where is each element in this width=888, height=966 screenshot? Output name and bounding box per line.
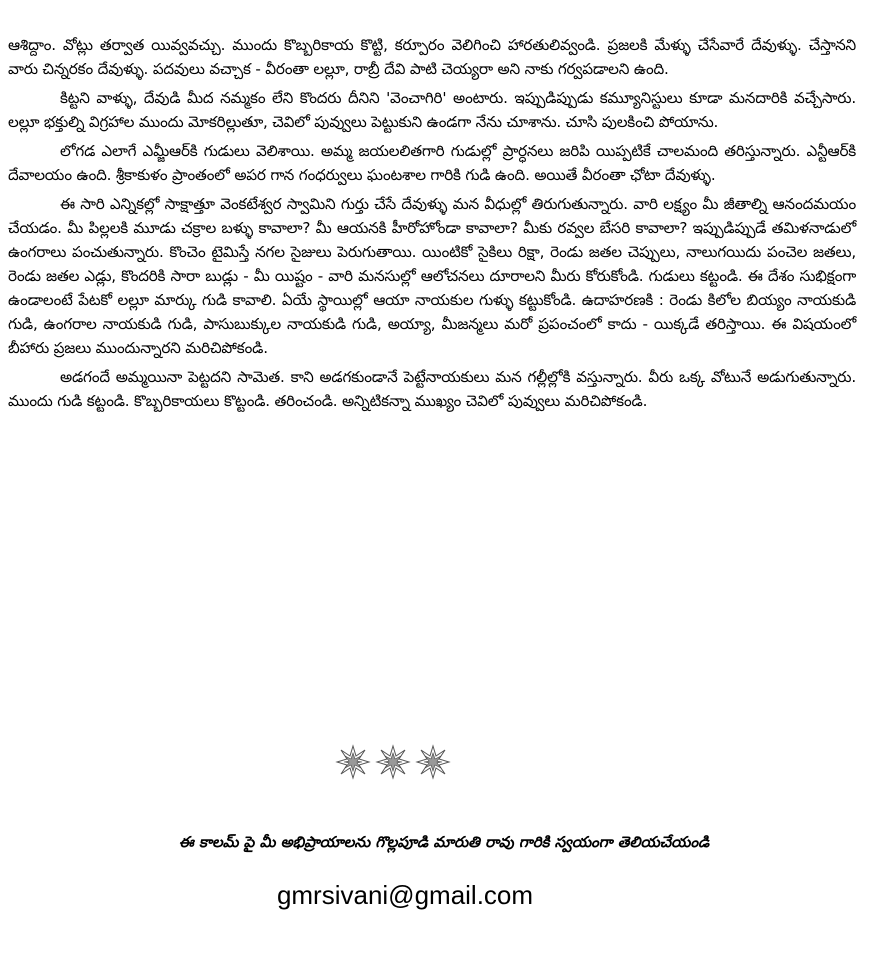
article-paragraph: కిట్టని వాళ్ళు, దేవుడి మీద నమ్మకం లేని కొందరు దీనిని 'వెంచాగిరి' అంటారు. ఇప్పుడిప్పుడు కమ్యూనిస్టులు కూడా మనదారికి వచ్చేసారు. లల్లూ భక్తుల్ని విగ్రహాల ముందు మోకరిల్లుతూ, చెవిలో పువ్వులు పెట్టుకుని ఉండగా నేను చూశాను. చూసి పులకించి పోయాను. <box>8 89 856 131</box>
feedback-note: ఈ కాలమ్ పై మీ అభిప్రాయాలను గొల్లపూడి మారుతి రావు గారికి స్వయంగా తెలియచేయండి <box>178 833 710 851</box>
article-paragraph: లోగడ ఎలాగే ఎమ్జీఆర్‌కి గుడులు వెలిశాయి. అమ్మ జయలలితగారి గుడుల్లో ప్రార్ధనలు జరిపి యిప్పటికే చాలమంది తరిస్తున్నారు. ఎన్టీఆర్‌కి దేవాలయం ఉంది. శ్రీకాకుళం ప్రాంతంలో అపర గాన గంధర్వులు ఘంటశాల గారికి గుడి ఉంది. అయితే వీరంతా ఛోటా దేవుళ్ళు. <box>8 142 856 184</box>
article-paragraph: ఆశిద్దాం. వోట్లు తర్వాత యివ్వవచ్చు. ముందు కొబ్బరికాయ కొట్టి, కర్పూరం వెలిగించి హారతులివ్వండి. ప్రజలకి మేళ్ళు చేసేవారే దేవుళ్ళు. చేస్తానని వారు చిన్నరకం దేవుళ్ళు. పదవులు వచ్చాక - వీరంతా లల్లూ, రాబ్రీ దేవి పాటి చెయ్యరా అని నాకు గర్వపడాలని ఉంది. <box>8 36 856 78</box>
article-paragraph: అడగందే అమ్మయినా పెట్టదని సామెత. కాని అడగకుండానే పెట్టేనాయకులు మన గల్లీల్లోకి వస్తున్నారు. వీరు ఒక్క వోటునే అడుగుతున్నారు. ముందు గుడి కట్టండి. కొబ్బరికాయలు కొట్టండి. తరించండి. అన్నిటికన్నా ముఖ్యం చెవిలో పువ్వులు మరిచిపోకండి. <box>8 368 856 410</box>
starburst-icon <box>335 744 371 780</box>
article-paragraph: ఈ సారి ఎన్నికల్లో సాక్షాత్తూ వెంకటేశ్వర స్వామిని గుర్తు చేసే దేవుళ్ళు మన వీధుల్లో తిరుగుతున్నారు. వారి లక్ష్యం మీ జీతాల్ని ఆనందమయం చేయడం. మీ పిల్లలకి మూడు చక్రాల బళ్ళు కావాలా? మీ ఆయనకి హీరోహోండా కావాలా? మీకు రవ్వల బేసరి కావాలా? ఇప్పుడిప్పుడే తమిళనాడులో ఉంగరాలు పంచుతున్నారు. కొంచెం టైమిస్తే నగల సైజులు పెరుగుతాయి. యింటికో సైకిలు రిక్షా, రెండు జతల చెప్పులు, నాలుగయిదు పంచెల జతలు, రెండు జతల ఎడ్లు, కొందరికి సారా బుడ్లు - మీ యిష్టం - వారి మనసుల్లో ఆలోచనలు దూరాలని మీరు కోరుకోండి. గుడులు కట్టండి. ఈ దేశం సుభిక్షంగా ఉండాలంటే పేటకో లల్లూ మార్కు గుడి కావాలి. ఏయే స్థాయిల్లో ఆయా నాయకుల గుళ్ళు కట్టుకోండి. ఉదాహరణకి : రెండు కిలోల బియ్యం నాయకుడి గుడి, ఉంగరాల నాయకుడి గుడి, పాసుబుక్కుల నాయకుడి గుడి, అయ్యా, మీజన్మలు మరో ప్రపంచంలో కాదు - యిక్కడే తరిస్తాయి. ఈ విషయంలో బీహారు ప్రజలు ముందున్నారని మరిచిపోకండి. <box>8 195 856 357</box>
starburst-icon <box>415 744 451 780</box>
contact-email[interactable]: gmrsivani@gmail.com <box>276 880 534 910</box>
starburst-icon <box>375 744 411 780</box>
article-body <box>8 33 856 418</box>
section-divider-ornament <box>335 744 455 780</box>
